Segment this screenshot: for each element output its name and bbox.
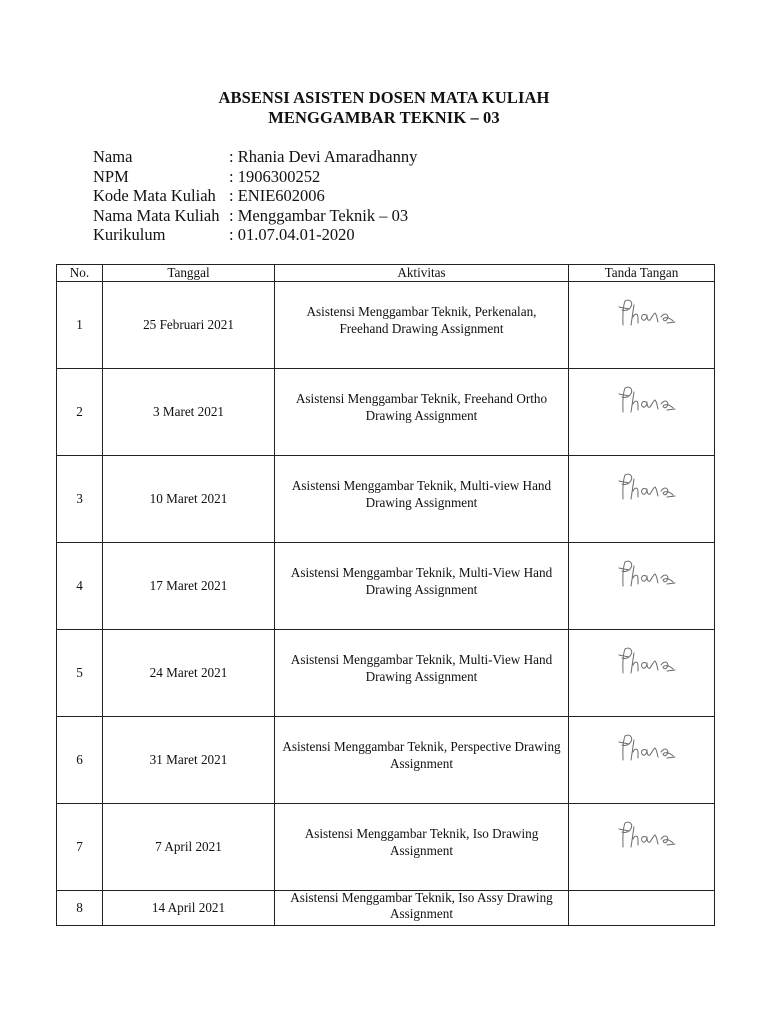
activity-text: Asistensi Menggambar Teknik, Multi-View Hand Drawing Assignment bbox=[290, 564, 553, 597]
signature-mark bbox=[617, 382, 679, 418]
activity-cell bbox=[275, 630, 569, 717]
date-cell: 7 April 2021 bbox=[103, 804, 275, 891]
info-label: NPM bbox=[93, 166, 129, 186]
row-number-cell: 8 bbox=[57, 891, 103, 926]
activity-text: Asistensi Menggambar Teknik, Multi-View Hand Drawing Assignment bbox=[290, 651, 553, 684]
info-row-kode-mata-kuliah bbox=[93, 186, 417, 206]
table-header-row bbox=[57, 265, 715, 282]
activity-text: Asistensi Menggambar Teknik, Freehand Ortho Drawing Assignment bbox=[295, 390, 548, 423]
row-number-cell: 7 bbox=[57, 804, 103, 891]
signature-cell bbox=[569, 369, 715, 456]
row-number-cell: 6 bbox=[57, 717, 103, 804]
activity-cell bbox=[275, 369, 569, 456]
info-label: Nama Mata Kuliah bbox=[93, 205, 220, 225]
info-row-nama-mata-kuliah bbox=[93, 206, 417, 226]
row-number-cell: 2 bbox=[57, 369, 103, 456]
table-row bbox=[57, 543, 715, 630]
signature-mark bbox=[617, 469, 679, 505]
date-cell: 25 Februari 2021 bbox=[103, 282, 275, 369]
row-number-cell: 4 bbox=[57, 543, 103, 630]
row-number-cell: 1 bbox=[57, 282, 103, 369]
table-row bbox=[57, 369, 715, 456]
table-body bbox=[57, 282, 715, 926]
signature-mark bbox=[617, 556, 679, 592]
activity-text: Asistensi Menggambar Teknik, Multi-view Hand Drawing Assignment bbox=[291, 477, 552, 510]
assistant-info bbox=[93, 147, 417, 245]
column-header-signature: Tanda Tangan bbox=[569, 265, 715, 282]
date-cell: 14 April 2021 bbox=[103, 891, 275, 926]
info-value: : 1906300252 bbox=[229, 166, 321, 186]
signature-mark bbox=[617, 730, 679, 766]
activity-cell bbox=[275, 456, 569, 543]
signature-cell bbox=[569, 891, 715, 926]
activity-cell bbox=[275, 804, 569, 891]
signature-cell bbox=[569, 282, 715, 369]
activity-text: Asistensi Menggambar Teknik, Perkenalan, Freehand Drawing Assignment bbox=[306, 303, 537, 336]
signature-cell bbox=[569, 630, 715, 717]
document-title: ABSENSI ASISTEN DOSEN MATA KULIAH bbox=[218, 88, 550, 107]
info-value: : 01.07.04.01-2020 bbox=[229, 225, 355, 245]
info-label: Nama bbox=[93, 147, 133, 166]
activity-text: Asistensi Menggambar Teknik, Perspective Drawing Assignment bbox=[282, 738, 561, 771]
table-row bbox=[57, 891, 715, 926]
activity-text: Asistensi Menggambar Teknik, Iso Drawing Assignment bbox=[304, 825, 539, 858]
info-value: : Rhania Devi Amaradhanny bbox=[229, 147, 418, 166]
info-value: : ENIE602006 bbox=[229, 186, 325, 206]
activity-cell bbox=[275, 891, 569, 926]
info-row-npm bbox=[93, 167, 417, 187]
table-row bbox=[57, 282, 715, 369]
activity-cell bbox=[275, 282, 569, 369]
row-number-cell: 3 bbox=[57, 456, 103, 543]
table-row bbox=[57, 804, 715, 891]
date-cell: 31 Maret 2021 bbox=[103, 717, 275, 804]
table-row bbox=[57, 456, 715, 543]
info-row-nama bbox=[93, 147, 417, 167]
signature-cell bbox=[569, 717, 715, 804]
activity-text: Asistensi Menggambar Teknik, Iso Assy Drawing Assignment bbox=[290, 889, 553, 921]
table-row bbox=[57, 717, 715, 804]
document-subtitle: MENGGAMBAR TEKNIK – 03 bbox=[268, 108, 500, 127]
signature-mark bbox=[617, 817, 679, 853]
signature-cell bbox=[569, 456, 715, 543]
activity-cell bbox=[275, 543, 569, 630]
signature-cell bbox=[569, 804, 715, 891]
date-cell: 17 Maret 2021 bbox=[103, 543, 275, 630]
signature-mark bbox=[617, 643, 679, 679]
activity-cell bbox=[275, 717, 569, 804]
info-row-kurikulum bbox=[93, 225, 417, 245]
info-label: Kode Mata Kuliah bbox=[93, 186, 216, 206]
info-label: Kurikulum bbox=[93, 225, 166, 245]
column-header-activity: Aktivitas bbox=[275, 265, 569, 282]
column-header-no: No. bbox=[57, 265, 103, 282]
date-cell: 24 Maret 2021 bbox=[103, 630, 275, 717]
table-row bbox=[57, 630, 715, 717]
row-number-cell: 5 bbox=[57, 630, 103, 717]
signature-mark bbox=[617, 295, 679, 331]
attendance-table bbox=[56, 264, 715, 926]
info-value: : Menggambar Teknik – 03 bbox=[229, 205, 409, 225]
signature-cell bbox=[569, 543, 715, 630]
date-cell: 10 Maret 2021 bbox=[103, 456, 275, 543]
date-cell: 3 Maret 2021 bbox=[103, 369, 275, 456]
column-header-date: Tanggal bbox=[103, 265, 275, 282]
